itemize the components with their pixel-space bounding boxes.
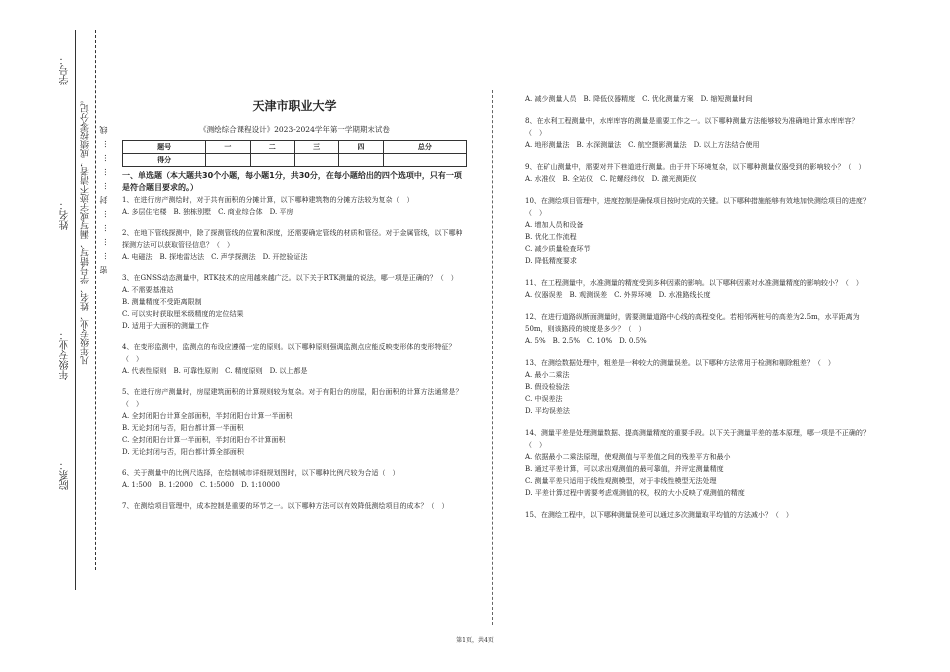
- exam-title: 《测绘综合课程设计》2023-2024学年第一学期期末试卷: [199, 125, 390, 134]
- question-option: A. 全封闭阳台计算全部面积，半封闭阳台计算一半面积: [122, 412, 293, 420]
- question-item: [525, 277, 870, 301]
- grade-major-label: 年级专业：: [60, 330, 71, 380]
- question-item: [525, 509, 870, 521]
- right-question-list: [525, 93, 870, 521]
- question-stem: 1、在进行房产测绘时，对于共有面积的分摊计算，以下哪种建筑物的分摊方法较为复杂（ ）: [122, 196, 414, 204]
- question-option: A. 依据最小二乘法原理，使观测值与平差值之间的残差平方和最小: [525, 453, 731, 461]
- question-option: A. 仪器误差 B. 观测误差 C. 外界环境 D. 水准路线长度: [525, 291, 711, 299]
- question-option: D. 降低精度要求: [525, 257, 577, 265]
- question-option: D. 平均误差法: [525, 407, 570, 415]
- question-stem: 7、在测绘项目管理中，成本控制是重要的环节之一。以下哪种方法可以有效降低测绘项目的成本？（ ）: [122, 502, 449, 510]
- question-item: [525, 195, 870, 267]
- score-cell: 题号: [123, 141, 206, 154]
- question-stem: 10、在测绘项目管理中，进度控制是确保项目按时完成的关键。以下哪种措施能够有效地加快测绘项目的进度？（ ）: [525, 197, 870, 217]
- question-stem: 4、在变形监测中，监测点的布设应遵循一定的原则。以下哪种原则强调监测点应能反映变形体的变形特征？（ ）: [122, 343, 456, 363]
- question-stem: 9、在矿山测量中，需要对井下巷道进行测量。由于井下环境复杂，以下哪种测量仪器受到的影响较小？（ ）: [525, 163, 866, 171]
- question-option: B. 优化工作流程: [525, 233, 577, 241]
- score-table: [122, 140, 467, 167]
- question-stem: 12、在进行道路纵断面测量时，需要测量道路中心线的高程变化。若相邻两桩号的高差为2.5m，水平距离为50m，则该路段的坡度是多少？（ ）: [525, 313, 860, 333]
- question-stem: 14、测量平差是处理测量数据、提高测量精度的重要手段。以下关于测量平差的基本原理，哪一项是不正确的？（ ）: [525, 429, 870, 449]
- question-option: B. 通过平差计算，可以求出观测值的最可靠值，并评定测量精度: [525, 465, 724, 473]
- question-item: [525, 161, 870, 185]
- department-label: 院系：: [60, 460, 71, 490]
- score-cell: 一: [206, 141, 250, 154]
- question-option: A. 不需要基准站: [122, 286, 174, 294]
- question-item: [122, 467, 467, 491]
- question-item: [525, 311, 870, 347]
- score-header-row: [123, 141, 467, 154]
- question-item: [122, 227, 467, 263]
- question-option: B. 测量精度不受距离限制: [122, 298, 202, 306]
- score-input-cell[interactable]: [383, 154, 466, 167]
- question-stem: 15、在测绘工程中，以下哪种测量误差可以通过多次测量取平均值的方法减小？（ ）: [525, 511, 793, 519]
- question-option: C. 全封闭阳台计算一半面积，半封闭阳台不计算面积: [122, 436, 286, 444]
- question-item: [122, 272, 467, 332]
- question-stem: 3、在GNSS动态测量中，RTK技术的应用越来越广泛。以下关于RTK测量的说法，哪一项是正确的？（ ）: [122, 274, 458, 282]
- question-stem: 11、在工程测量中，水准测量的精度受到多种因素的影响。以下哪种因素对水准测量精度的影响较小？（ ）: [525, 279, 863, 287]
- question-stem: 8、在水利工程测量中，水库库容的测量是重要工作之一。以下哪种测量方法能够较为准确地计算水库库容？（ ）: [525, 117, 859, 137]
- question-option: A. 地形测量法 B. 水深测量法 C. 航空摄影测量法 D. 以上方法结合使用: [525, 141, 760, 149]
- question-option: D. 适用于大面积的测量工作: [122, 322, 209, 330]
- score-cell: 得分: [123, 154, 206, 167]
- question-stem: 13、在测绘数据处理中，粗差是一种较大的测量误差。以下哪种方法常用于检测和剔除粗差？（ ）: [525, 359, 835, 367]
- question-option: A. 1:500 B. 1:2000 C. 1:5000 D. 1:10000: [122, 481, 280, 489]
- question-item: [122, 386, 467, 458]
- question-item: [122, 341, 467, 377]
- question-option: A. 增加人员和设备: [525, 221, 584, 229]
- question-stem: 6、关于测量中的比例尺选择，在绘制城市详细规划图时，以下哪种比例尺较为合适（ ）: [122, 469, 400, 477]
- question-stem: 5、在进行房产测量时，房屋建筑面积的计算规则较为复杂。对于有阳台的房屋，阳台面积的计算方法通常是？（ ）: [122, 388, 463, 408]
- left-question-list: [122, 194, 467, 512]
- question-item: [122, 194, 467, 218]
- question-option: D. 无论封闭与否，阳台都计算全部面积: [122, 448, 244, 456]
- question-option: D. 平差计算过程中需要考虑观测值的权，权的大小反映了观测值的精度: [525, 489, 745, 497]
- binding-dashed-line: [95, 30, 96, 570]
- score-input-cell[interactable]: [294, 154, 338, 167]
- student-name-label: 姓名：: [60, 200, 71, 230]
- page-footer: 第1页，共4页: [456, 637, 494, 644]
- seal-line-text: 密…………封…………线: [99, 120, 108, 274]
- binding-notice: 凡年级专业、姓名、学号错写、漏写或字迹不清者，成绩按零分记。: [81, 95, 91, 365]
- column-divider: [492, 90, 493, 625]
- score-cell: 总分: [383, 141, 466, 154]
- question-item: [525, 115, 870, 151]
- question-stem: 2、在地下管线探测中，除了探测管线的位置和深度，还需要确定管线的材质和管径。对于金属管线，以下哪种探测方法可以获取管径信息？（ ）: [122, 229, 463, 249]
- question-option: A. 水准仪 B. 全站仪 C. 陀螺经纬仪 D. 激光测距仪: [525, 175, 697, 183]
- question-option: A. 减少测量人员 B. 降低仪器精度 C. 优化测量方案 D. 缩短测量时间: [525, 95, 753, 103]
- question-option: A. 最小二乘法: [525, 371, 570, 379]
- question-item: [525, 93, 870, 105]
- question-option: A. 代表性原则 B. 可靠性原则 C. 精度原则 D. 以上都是: [122, 367, 308, 375]
- score-input-cell[interactable]: [250, 154, 294, 167]
- student-id-label: 学号：: [60, 55, 71, 85]
- left-column: [122, 100, 467, 521]
- question-option: A. 电磁法 B. 探地雷达法 C. 声学探测法 D. 开挖验证法: [122, 253, 308, 261]
- binding-solid-line: [75, 30, 76, 590]
- question-option: A. 多层住宅楼 B. 独栋别墅 C. 商业综合体 D. 平房: [122, 208, 294, 216]
- school-name: 天津市职业大学: [252, 99, 337, 113]
- question-item: [122, 500, 467, 512]
- question-option: C. 可以实时获取厘米级精度的定位结果: [122, 310, 244, 318]
- score-cell: 二: [250, 141, 294, 154]
- score-value-row: [123, 154, 467, 167]
- section-heading: 一、单选题（本大题共30个小题，每小题1分，共30分，在每小题给出的四个选项中，只有一项是符合题目要求的。）: [122, 171, 462, 192]
- question-item: [525, 427, 870, 499]
- question-option: B. 假设检验法: [525, 383, 570, 391]
- question-option: C. 测量平差只适用于线性观测模型，对于非线性模型无法处理: [525, 477, 717, 485]
- right-column: [525, 93, 870, 531]
- question-item: [525, 357, 870, 417]
- question-option: C. 中误差法: [525, 395, 563, 403]
- score-cell: 三: [294, 141, 338, 154]
- question-option: B. 无论封闭与否，阳台都计算一半面积: [122, 424, 244, 432]
- question-option: A. 5% B. 2.5% C. 10% D. 0.5%: [525, 337, 647, 345]
- score-input-cell[interactable]: [339, 154, 383, 167]
- question-option: C. 减少质量检查环节: [525, 245, 591, 253]
- score-cell: 四: [339, 141, 383, 154]
- score-input-cell[interactable]: [206, 154, 250, 167]
